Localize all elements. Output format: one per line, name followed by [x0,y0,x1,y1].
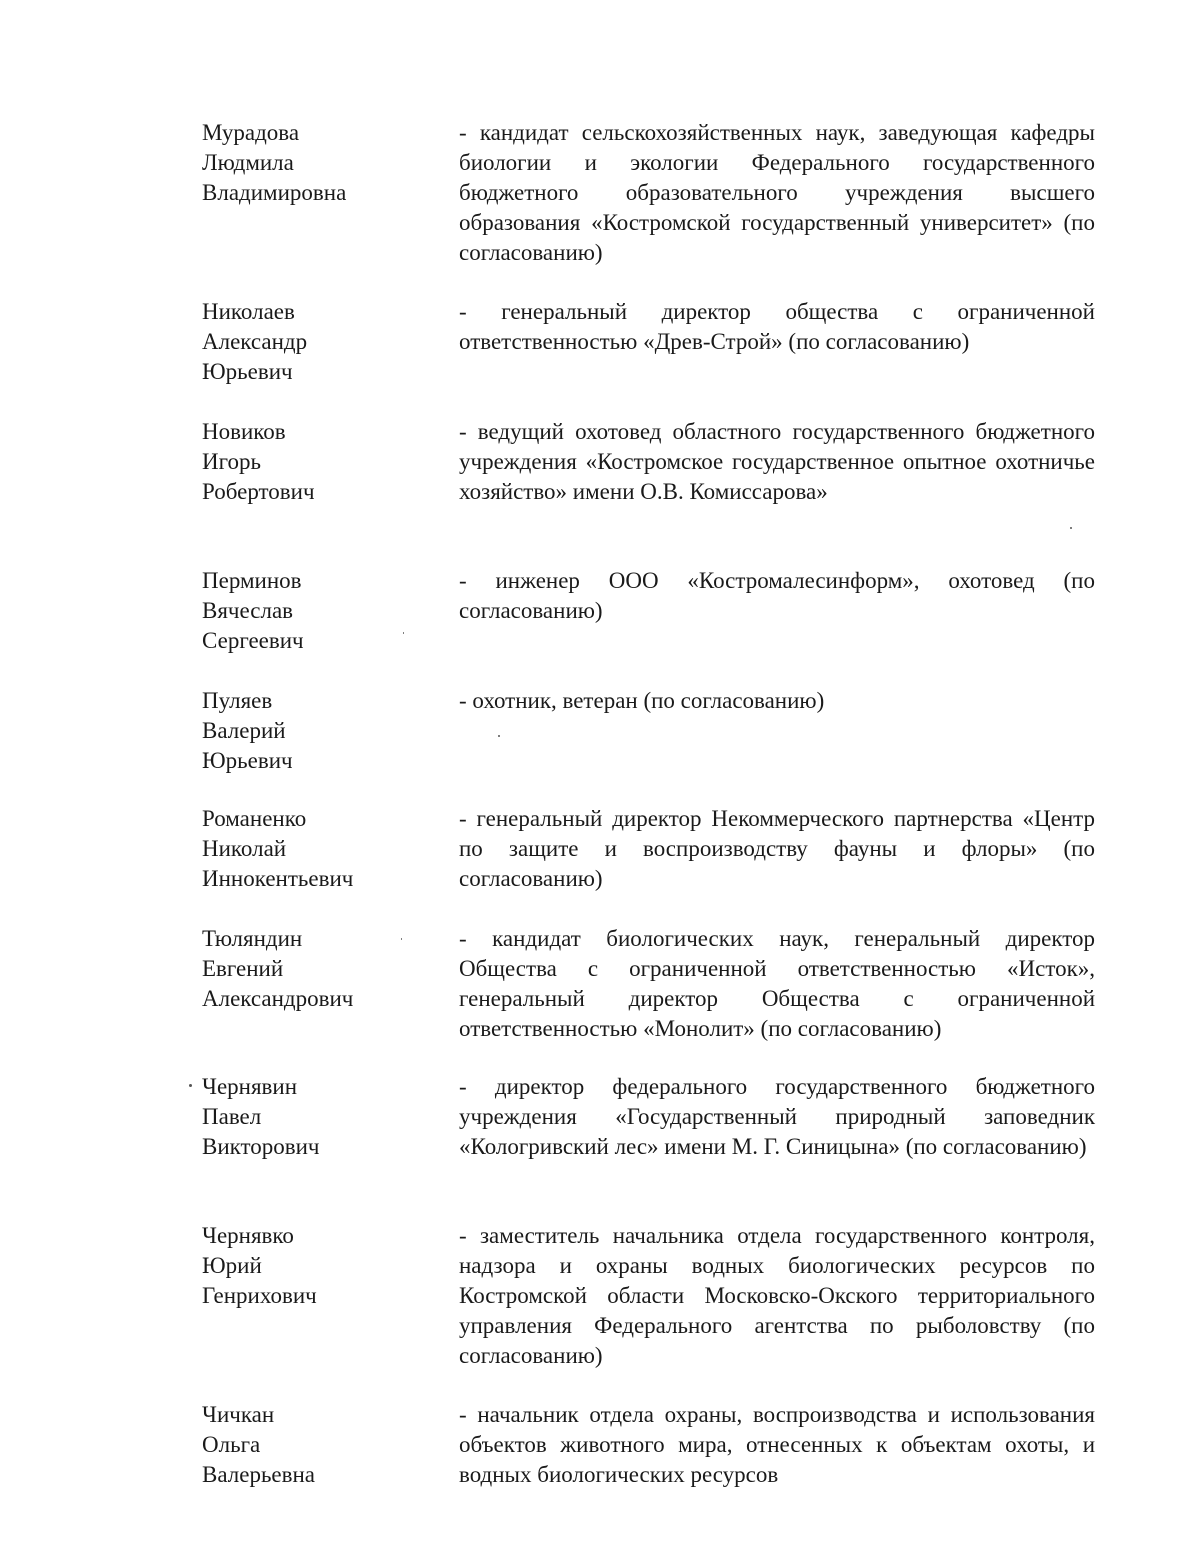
member-name [202,417,432,507]
member-first-name: Игорь [202,449,261,474]
member-surname: Мурадова [202,120,300,145]
member-patronymic: Александрович [202,986,354,1011]
member-role: - ведущий охотовед областного государственного бюджетного учреждения «Костромское государственное опытное охотничье хозяйство» имени О.В. Комиссарова» [459,419,1095,504]
member-patronymic: Юрьевич [202,748,293,773]
member-name [202,1072,432,1162]
member-surname: Романенко [202,806,307,831]
member-name [202,686,432,776]
scan-speck [403,632,404,634]
member-name [202,1221,432,1311]
member-role: - охотник, ветеран (по согласованию) [459,688,825,713]
member-surname: Николаев [202,299,295,324]
member-first-name: Ольга [202,1432,261,1457]
scan-speck [189,1084,192,1087]
member-first-name: Евгений [202,956,284,981]
member-role: - начальник отдела охраны, воспроизводства и использования объектов животного мира, отнесенных к объектам охоты, и водных биологических ресурсов [459,1402,1095,1487]
member-patronymic: Робертович [202,479,315,504]
member-first-name: Юрий [202,1253,262,1278]
member-first-name: Александр [202,329,308,354]
member-surname: Тюляндин [202,926,303,951]
member-name [202,118,432,208]
member-patronymic: Владимировна [202,180,347,205]
scan-speck [401,938,402,940]
member-name [202,566,432,656]
member-surname: Новиков [202,419,286,444]
member-patronymic: Валерьевна [202,1462,316,1487]
member-role: - генеральный директор Некоммерческого партнерства «Центр по защите и воспроизводству фауны и флоры» (по согласованию) [459,806,1095,891]
member-first-name: Вячеслав [202,598,294,623]
member-patronymic: Иннокентьевич [202,866,354,891]
member-surname: Чернявин [202,1074,298,1099]
member-first-name: Валерий [202,718,286,743]
scan-speck [1070,527,1072,529]
member-name [202,924,432,1014]
member-patronymic: Генрихович [202,1283,317,1308]
member-surname: Чичкан [202,1402,275,1427]
member-role: - инженер ООО «Костромалесинформ», охотовед (по согласованию) [459,568,1095,623]
member-first-name: Людмила [202,150,294,175]
member-role: - директор федерального государственного бюджетного учреждения «Государственный природный заповедник «Кологривский лес» имени М. Г. Синицына» (по согласованию) [459,1074,1095,1159]
member-first-name: Николай [202,836,287,861]
member-name [202,804,432,894]
member-surname: Перминов [202,568,302,593]
member-role: - генеральный директор общества с ограниченной ответственностью «Древ-Строй» (по согласованию) [459,299,1095,354]
member-role: - заместитель начальника отдела государственного контроля, надзора и охраны водных биологических ресурсов по Костромской области Московско-Окского территориального управления Федерального агентства по рыболовству (по согласованию) [459,1223,1095,1368]
member-role: - кандидат биологических наук, генеральный директор Общества с ограниченной ответственностью «Исток», генеральный директор Общества с ограниченной ответственностью «Монолит» (по согласованию) [459,926,1095,1041]
scan-speck [498,735,500,737]
member-patronymic: Сергеевич [202,628,304,653]
member-surname: Пуляев [202,688,273,713]
member-name [202,1400,432,1490]
member-first-name: Павел [202,1104,262,1129]
member-surname: Чернявко [202,1223,294,1248]
member-patronymic: Викторович [202,1134,320,1159]
member-patronymic: Юрьевич [202,359,293,384]
member-role: - кандидат сельскохозяйственных наук, заведующая кафедры биологии и экологии Федерального государственного бюджетного образовательного учреждения высшего образования «Костромской государственный университет» (по согласованию) [459,120,1095,265]
member-name [202,297,432,387]
